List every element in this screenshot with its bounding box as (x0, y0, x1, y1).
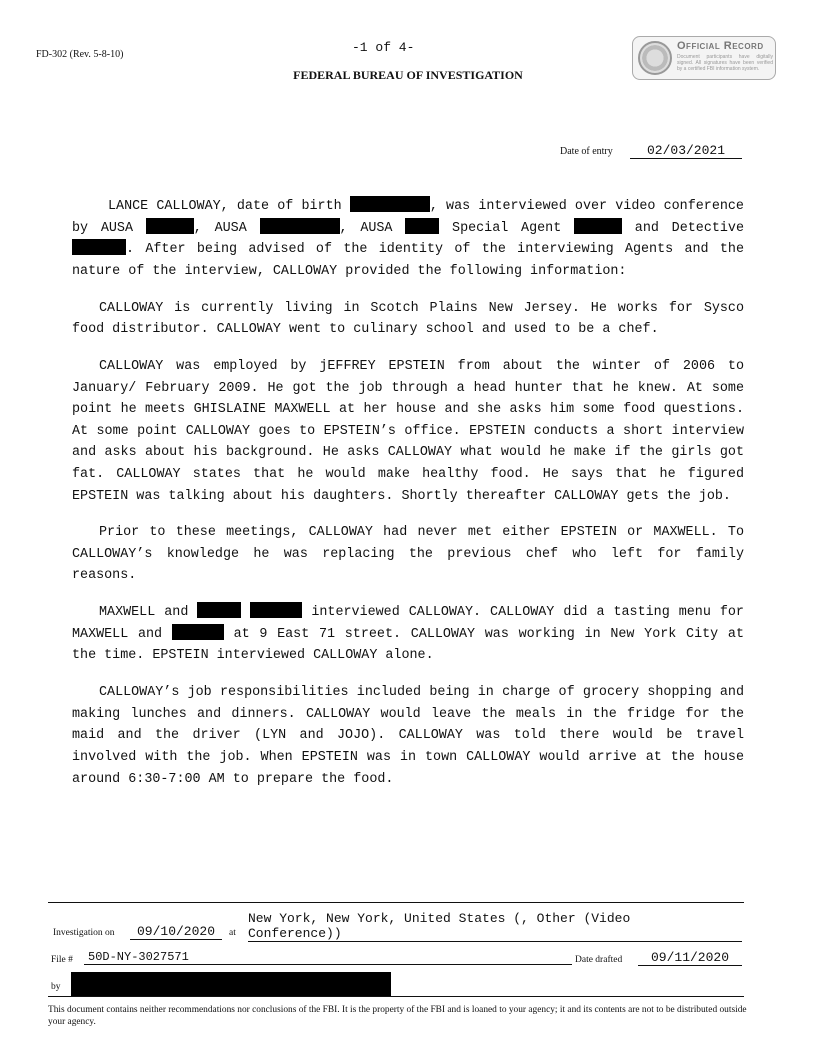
redaction (72, 239, 126, 255)
form-id: FD-302 (Rev. 5-8-10) (36, 49, 124, 60)
text-segment: . After being advised of the identity of the interviewing Agents and the nature of the interview, CALLOWAY provided the following information: (72, 242, 744, 279)
paragraph-5 (72, 602, 744, 667)
file-number-label: File # (51, 955, 73, 965)
text-segment: , was interviewed over video conference by AUSA (72, 199, 744, 236)
footer-bottom-rule (48, 996, 744, 997)
at-label: at (229, 928, 236, 938)
investigation-location (248, 911, 742, 942)
text-segment: , AUSA (193, 220, 247, 236)
redaction (172, 624, 224, 640)
redaction (574, 218, 622, 234)
text-segment: at 9 East 71 street. CALLOWAY was working in New York City at the time. EPSTEIN interviewed CALLOWAY alone. (72, 626, 744, 664)
date-entry-value: 02/03/2021 (630, 143, 742, 159)
text-segment: and Detective (634, 220, 744, 236)
seal-text: Document participants have digitally signed. All signatures have been verified by a certified FBI information system. (677, 54, 773, 72)
text-segment: MAXWELL and (99, 605, 189, 621)
redaction (260, 218, 340, 234)
paragraph-6: CALLOWAY’s job responsibilities included being in charge of grocery shopping and making lunches and dinners. CALLOWAY would leave the meals in the fridge for the maid and the driver (LYN and JOJO). CALLOWAY was told there would be travel involved with the job. When EPSTEIN was in town CALLOWAY would arrive at the house around 6:30-7:00 AM to prepare the food. (72, 685, 744, 787)
paragraph-4: Prior to these meetings, CALLOWAY had never met either EPSTEIN or MAXWELL. To CALLOWAY’s knowledge he was replacing the previous chef who left for family reasons. (72, 525, 744, 584)
text-segment: LANCE CALLOWAY, date of birth (108, 199, 342, 214)
disclaimer: This document contains neither recommendations nor conclusions of the FBI. It is the property of the FBI and is loaned to your agency; it and its contents are not to be distributed outside your agency. (48, 1005, 747, 1027)
official-record-seal (632, 36, 776, 80)
paragraph-2: CALLOWAY is currently living in Scotch Plains New Jersey. He works for Sysco food distributor. CALLOWAY went to culinary school and used to be a chef. (72, 300, 744, 338)
date-drafted: 09/11/2020 (638, 950, 742, 966)
redaction (146, 218, 194, 234)
redaction (197, 602, 241, 618)
by-label: by (51, 982, 61, 992)
investigation-date: 09/10/2020 (130, 924, 222, 940)
fbi-seal-icon (638, 41, 672, 75)
agency-title: FEDERAL BUREAU OF INVESTIGATION (293, 68, 523, 82)
redaction (350, 196, 430, 212)
date-drafted-label: Date drafted (575, 955, 623, 965)
paragraph-1 (72, 196, 744, 282)
date-entry-label: Date of entry (560, 146, 613, 157)
text-segment: interviewed CALLOWAY. CALLOWAY did a tasting menu for MAXWELL and (72, 605, 744, 642)
page-number: -1 of 4- (352, 40, 415, 55)
seal-title: Official Record (677, 40, 764, 52)
text-segment: Special Agent (452, 220, 562, 236)
document-body (72, 196, 744, 805)
investigation-on-label: Investigation on (53, 928, 115, 938)
text-segment: , AUSA (339, 220, 393, 236)
redaction (71, 972, 391, 996)
footer-divider (48, 902, 744, 903)
redaction (405, 218, 439, 234)
file-number: 50D-NY-3027571 (84, 950, 572, 965)
paragraph-3: CALLOWAY was employed by jEFFREY EPSTEIN from about the winter of 2006 to January/ February 2009. He got the job through a head hunter that he knew. At some point he meets GHISLAINE MAXWELL at her house and she asks him some food questions. At some point CALLOWAY goes to EPSTEIN’s office. EPSTEIN conducts a short interview and asks about his background. He asks CALLOWAY what would he make if the girls got fat. CALLOWAY states that he would make healthy food. He says that he figured EPSTEIN was talking about his daughters. Shortly thereafter CALLOWAY gets the job. (72, 358, 744, 504)
redaction (250, 602, 302, 618)
investigation-location-text: New York, New York, United States (, Other (Video Conference)) (248, 911, 631, 941)
